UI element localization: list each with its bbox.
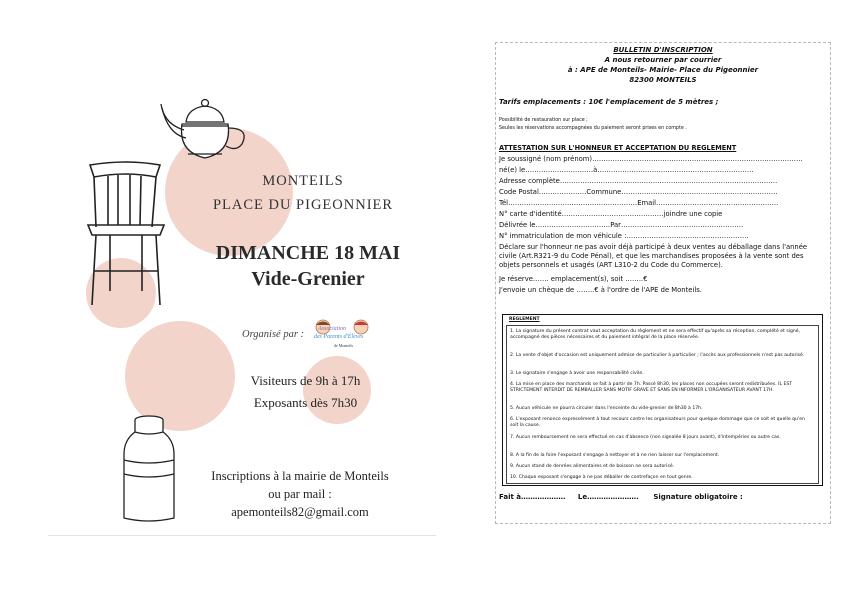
cheque-field[interactable]: J'envoie un chèque de ……..€ à l'ordre de l'APE de Monteils. [499,286,702,294]
divider [48,535,436,536]
declaration-text: Déclare sur l'honneur ne pas avoir déjà participé à deux ventes au déballage dans l'année civile (Art.R321-9 du Code Pénal), et que les marchandises proposées à la vente sont des objets personnels et usagés (ART L310-2 du Code du Commerce). [499,243,808,269]
reglement-item: 10. Chaque exposant s'engage à ne pas déballer de contrefaçon en tout genre. [510,475,693,480]
id-card-field[interactable]: N° carte d'identité………………………………………joindre une copie [499,210,723,218]
reglement-item: 4. La mise en place des marchands se fait à partir de 7h. Passé 8h30, les places non occupées seront redistribuées. IL EST STRICTEMENT INTERDIT DE REMBALLER SANS MOTIF GRAVE ET SANS EN INFORMER L'ORGANISATEUR AVANT 17H. [510,382,793,393]
inscriptions-mail-label: ou par mail : [268,487,332,501]
reglement-item: 1. La signature du présent contrat vaut acceptation du règlement et ne sera effectif qu'après sa réception, complété et signé, accompagné des pièces nécessaires et du paiement intégral de la place réservée. [510,329,801,340]
name-field[interactable]: Je soussigné (nom prénom)………………………………………………………………………………… [499,155,803,163]
registration-form [495,42,831,524]
place-field[interactable]: Fait à………………. [499,493,566,501]
form-header-address: à : APE de Monteils- Mairie- Place du Pigeonnier [567,66,759,74]
reglement-title: REGLEMENT [509,317,540,322]
decor-circle [303,356,371,424]
phone-email-field[interactable]: Tél…………………………………………………Email……………………………………………… [499,199,779,207]
tarifs-text: Tarifs emplacements : 10€ l'emplacement de 5 mètres ; [499,98,719,106]
milk-can-icon [118,414,180,524]
address-field[interactable]: Adresse complète…………………………………………………………………………………… [499,177,778,185]
date-field[interactable]: Le…………………. [577,493,639,501]
form-header-postcode: 82300 MONTEILS [629,76,697,84]
reglement-item: 5. Aucun véhicule ne pourra circuler dans l'enceinte du vide-grenier de 8h30 à 17h. [510,406,703,411]
signature-field[interactable]: Signature obligatoire : [653,493,743,501]
visitors-hours: Visiteurs de 9h à 17h [250,373,361,388]
organized-by-label: Organisé par : [242,329,305,340]
postal-field[interactable]: Code Postal…………………Commune…………………………………………………………… [499,188,778,196]
inscriptions-text: Inscriptions à la mairie de Monteils [211,469,389,483]
flyer-town: MONTEILS [262,173,344,189]
event-flyer [48,46,436,536]
attestation-title: ATTESTATION SUR L'HONNEUR ET ACCEPTATION DU REGLEMENT [499,144,737,152]
reglement-item: 8. A la fin de la foire l'exposant s'engage à nettoyer et à ne rien laisser sur l'emplacement. [510,453,720,458]
reglement-list [506,325,819,484]
logo-text: des Parents d'Élèves [314,334,364,340]
reglement-item: 7. Aucun remboursement ne sera effectué en cas d'absence (non signalée 8 jours avant), d'intempéries ou autre cas. [510,435,781,440]
form-header-line: A nous retourner par courrier [604,56,722,64]
logo-text: Association [318,326,346,332]
flyer-event: Vide-Grenier [251,268,365,290]
form-title: BULLETIN D'INSCRIPTION [613,46,713,54]
info-text: Possibilité de restauration sur place ; [499,118,588,123]
signature-row [499,493,743,501]
contact-email[interactable]: apemonteils82@gmail.com [231,505,369,519]
association-logo [306,318,376,356]
vehicle-field[interactable]: N° immatriculation de mon véhicule :……………………………………………… [499,232,749,240]
birth-field[interactable]: né(e) le…………………………à…………………………………………………………… [499,166,754,174]
exhibitors-hours: Exposants dès 7h30 [253,395,358,410]
reglement-item: 3. Le signataire s'engage à avoir une responsabilité civile. [510,371,644,376]
teapot-icon [158,94,253,166]
reglement-item: 9. Aucun stand de denrées alimentaires et de boisson ne sera autorisé. [510,464,675,469]
reserve-field[interactable]: Je réserve……. emplacement(s), soit ……..€ [499,275,648,283]
chair-icon [86,159,166,309]
reglement-box [502,314,823,486]
logo-text: de Monteils [334,343,353,348]
reglement-item: 2. La vente d'objet d'occasion est uniquement admise de particulier à particulier ; l'accès aux professionnels n'est pas autorisé. [510,353,805,358]
flyer-date: DIMANCHE 18 MAI [215,242,401,264]
flyer-place: PLACE DU PIGEONNIER [212,197,394,213]
info-text: Seules les réservations accompagnées du paiement seront prises en compte . [499,126,687,131]
issued-field[interactable]: Délivrée le……………………………Par……………………………………………… [499,221,744,229]
reglement-item: 6. L'exposant renonce expressément à tout recours contre les organisateurs pour quelque dommage que ce soit et quelle qu'en soit la cause. [510,417,805,428]
